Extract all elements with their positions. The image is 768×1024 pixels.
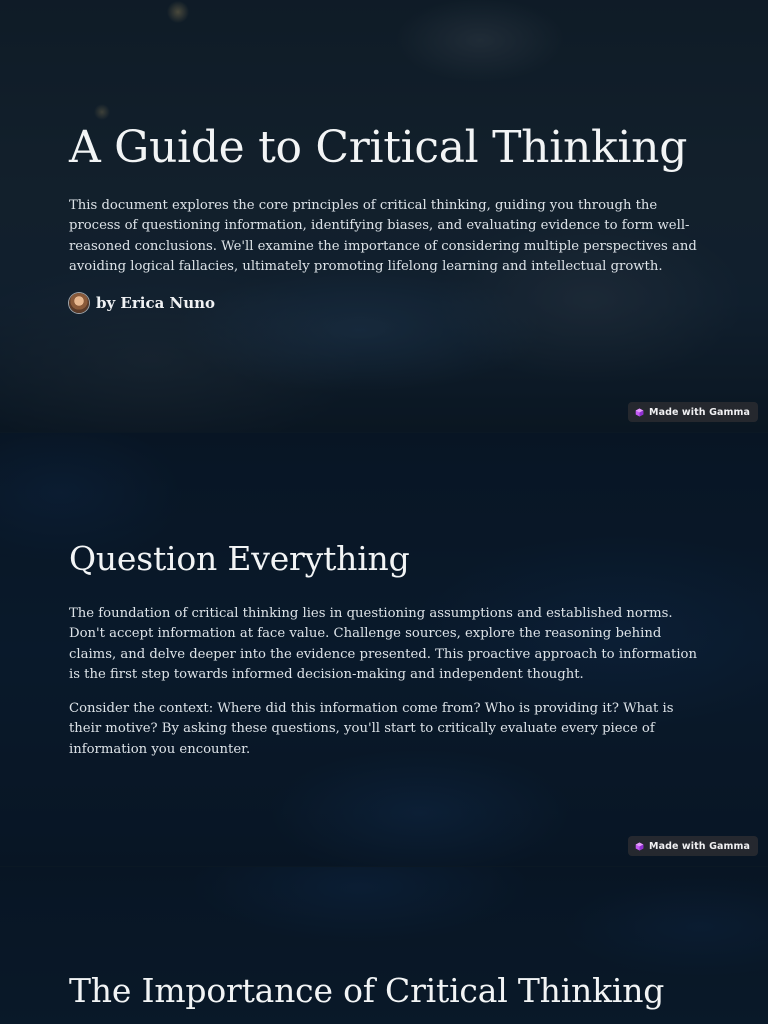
section-heading: The Importance of Critical Thinking	[69, 971, 665, 1010]
section-heading: Question Everything	[69, 539, 410, 578]
author-avatar	[69, 293, 89, 313]
question-everything-content	[69, 537, 704, 760]
importance-card	[0, 866, 768, 1024]
made-with-gamma-badge[interactable]	[628, 402, 758, 422]
cover-card	[0, 0, 768, 432]
gamma-cube-icon	[635, 842, 644, 851]
page-title: A Guide to Critical Thinking	[69, 122, 688, 173]
badge-label: Made with Gamma	[649, 840, 750, 852]
gamma-cube-icon	[635, 408, 644, 417]
question-everything-card	[0, 432, 768, 867]
section-paragraph-2: Consider the context: Where did this information come from? Who is providing it? What is their motive? By asking these questions, you'll start to critically evaluate every piece of information you encounter.	[69, 701, 674, 757]
importance-content	[69, 969, 704, 1013]
section-paragraph-1: The foundation of critical thinking lies in questioning assumptions and established norms. Don't accept information at face value. Challenge sources, explore the reasoning behind claims, and delve deeper into the evidence presented. This proactive approach to information is the first step towards informed decision-making and independent thought.	[69, 606, 697, 682]
badge-label: Made with Gamma	[649, 406, 750, 418]
cover-content	[69, 120, 704, 313]
made-with-gamma-badge[interactable]	[628, 836, 758, 856]
author-name: by Erica Nuno	[96, 294, 216, 313]
cover-description: This document explores the core principles of critical thinking, guiding you through the process of questioning information, identifying biases, and evaluating evidence to form well-reasoned conclusions. We'll examine the importance of considering multiple perspectives and avoiding logical fallacies, ultimately promoting lifelong learning and intellectual growth.	[69, 198, 697, 274]
author-byline	[69, 293, 704, 313]
